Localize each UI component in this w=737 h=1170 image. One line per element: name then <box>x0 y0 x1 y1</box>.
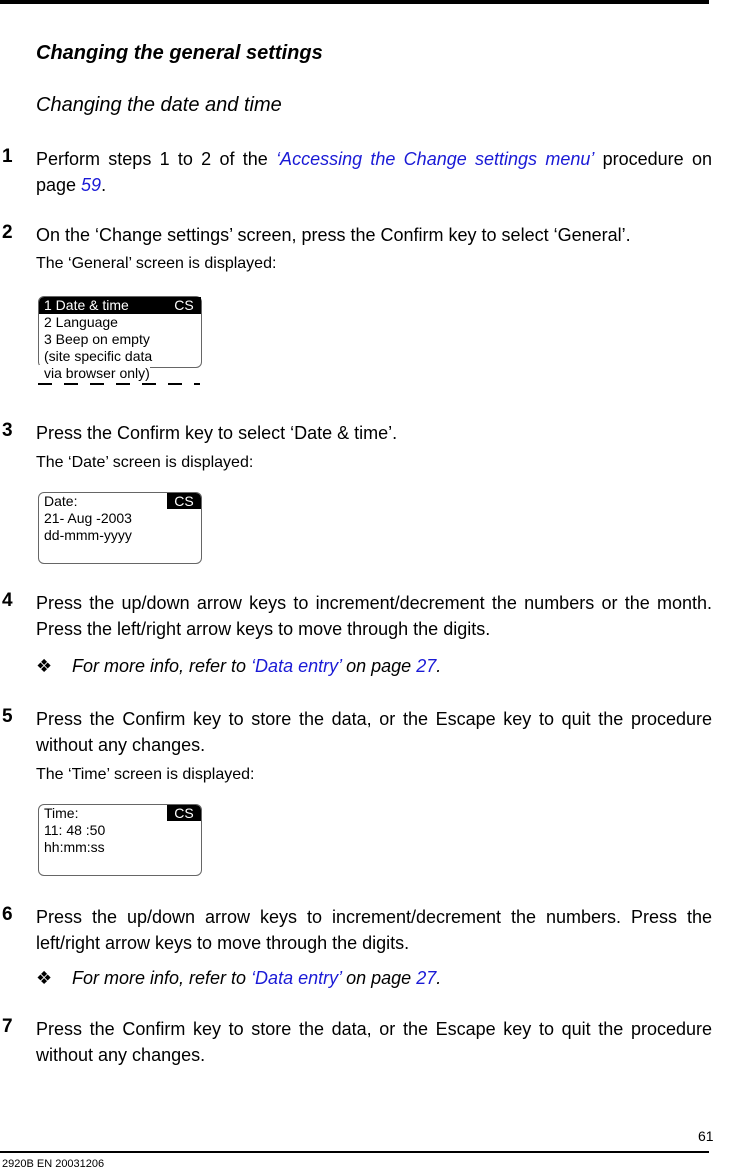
data-entry-link[interactable]: ‘Data entry’ <box>251 656 342 676</box>
section-subtitle: Changing the date and time <box>36 94 282 116</box>
time-value: 11: 48 :50 <box>44 822 106 838</box>
date-screen <box>38 492 202 564</box>
menu-item-selected: 1 Date & time <box>39 297 201 314</box>
screen-note: The ‘General’ screen is displayed: <box>36 255 277 272</box>
step-number: 3 <box>2 420 13 441</box>
data-entry-link[interactable]: ‘Data entry’ <box>251 968 342 988</box>
step-number: 2 <box>2 222 13 243</box>
info-bullet: ❖ For more info, refer to ‘Data entry’ on page 27. <box>36 656 442 676</box>
general-screen <box>38 296 202 381</box>
scroll-dashes <box>38 383 200 385</box>
procedure-link[interactable]: ‘Accessing the Change settings menu’ <box>276 149 595 169</box>
cs-badge: CS <box>167 297 201 313</box>
diamond-icon: ❖ <box>36 656 53 676</box>
page-link[interactable]: 59 <box>81 175 102 195</box>
cs-badge: CS <box>167 805 201 821</box>
menu-item: (site specific data <box>44 348 153 364</box>
screen-note: The ‘Date’ screen is displayed: <box>36 454 254 471</box>
step-text: Press the up/down arrow keys to increment/decrement the numbers. Press the left/right arrow keys to move through the digits. <box>36 907 712 953</box>
step-text: Press the Confirm key to store the data, or the Escape key to quit the procedure without any changes. <box>36 1019 712 1065</box>
step-7 <box>0 1016 712 1068</box>
date-value: 21- Aug -2003 <box>44 510 132 526</box>
cs-badge: CS <box>167 493 201 509</box>
step-3 <box>0 420 712 446</box>
menu-item: 2 Language <box>44 314 118 330</box>
screen-label: Date: <box>44 493 78 509</box>
step-text: Press the up/down arrow keys to increment/decrement the numbers or the month. Press the left/right arrow keys to move through the digits. <box>36 593 712 639</box>
date-format: dd-mmm-yyyy <box>44 527 132 543</box>
step-text: On the ‘Change settings’ screen, press the Confirm key to select ‘General’. <box>36 225 631 245</box>
menu-item: via browser only) <box>39 365 150 382</box>
step-text: Perform steps 1 to 2 of the ‘Accessing the Change settings menu’ procedure on page 59. <box>36 149 712 195</box>
screen-label: Time: <box>44 805 79 821</box>
section-title: Changing the general settings <box>36 42 323 64</box>
step-text: Press the Confirm key to select ‘Date & time’. <box>36 423 398 443</box>
screen-note: The ‘Time’ screen is displayed: <box>36 766 255 783</box>
step-number: 4 <box>2 590 13 611</box>
page-link[interactable]: 27 <box>416 656 437 676</box>
step-text: Press the Confirm key to store the data, or the Escape key to quit the procedure without any changes. <box>36 709 712 755</box>
step-1 <box>0 146 712 198</box>
step-5 <box>0 706 712 758</box>
bottom-rule <box>0 1151 709 1153</box>
menu-item: 3 Beep on empty <box>44 331 150 347</box>
top-rule <box>0 0 709 4</box>
step-number: 5 <box>2 706 13 727</box>
info-bullet: ❖ For more info, refer to ‘Data entry’ on page 27. <box>36 968 442 988</box>
page-number: 61 <box>698 1128 714 1144</box>
step-number: 6 <box>2 904 13 925</box>
time-screen <box>38 804 202 876</box>
diamond-icon: ❖ <box>36 968 53 988</box>
doc-reference: 2920B EN 20031206 <box>2 1158 105 1170</box>
step-4 <box>0 590 712 642</box>
page-link[interactable]: 27 <box>416 968 437 988</box>
time-format: hh:mm:ss <box>44 839 105 855</box>
step-2 <box>0 222 712 248</box>
step-number: 7 <box>2 1016 13 1037</box>
step-number: 1 <box>2 146 13 167</box>
step-6 <box>0 904 712 956</box>
